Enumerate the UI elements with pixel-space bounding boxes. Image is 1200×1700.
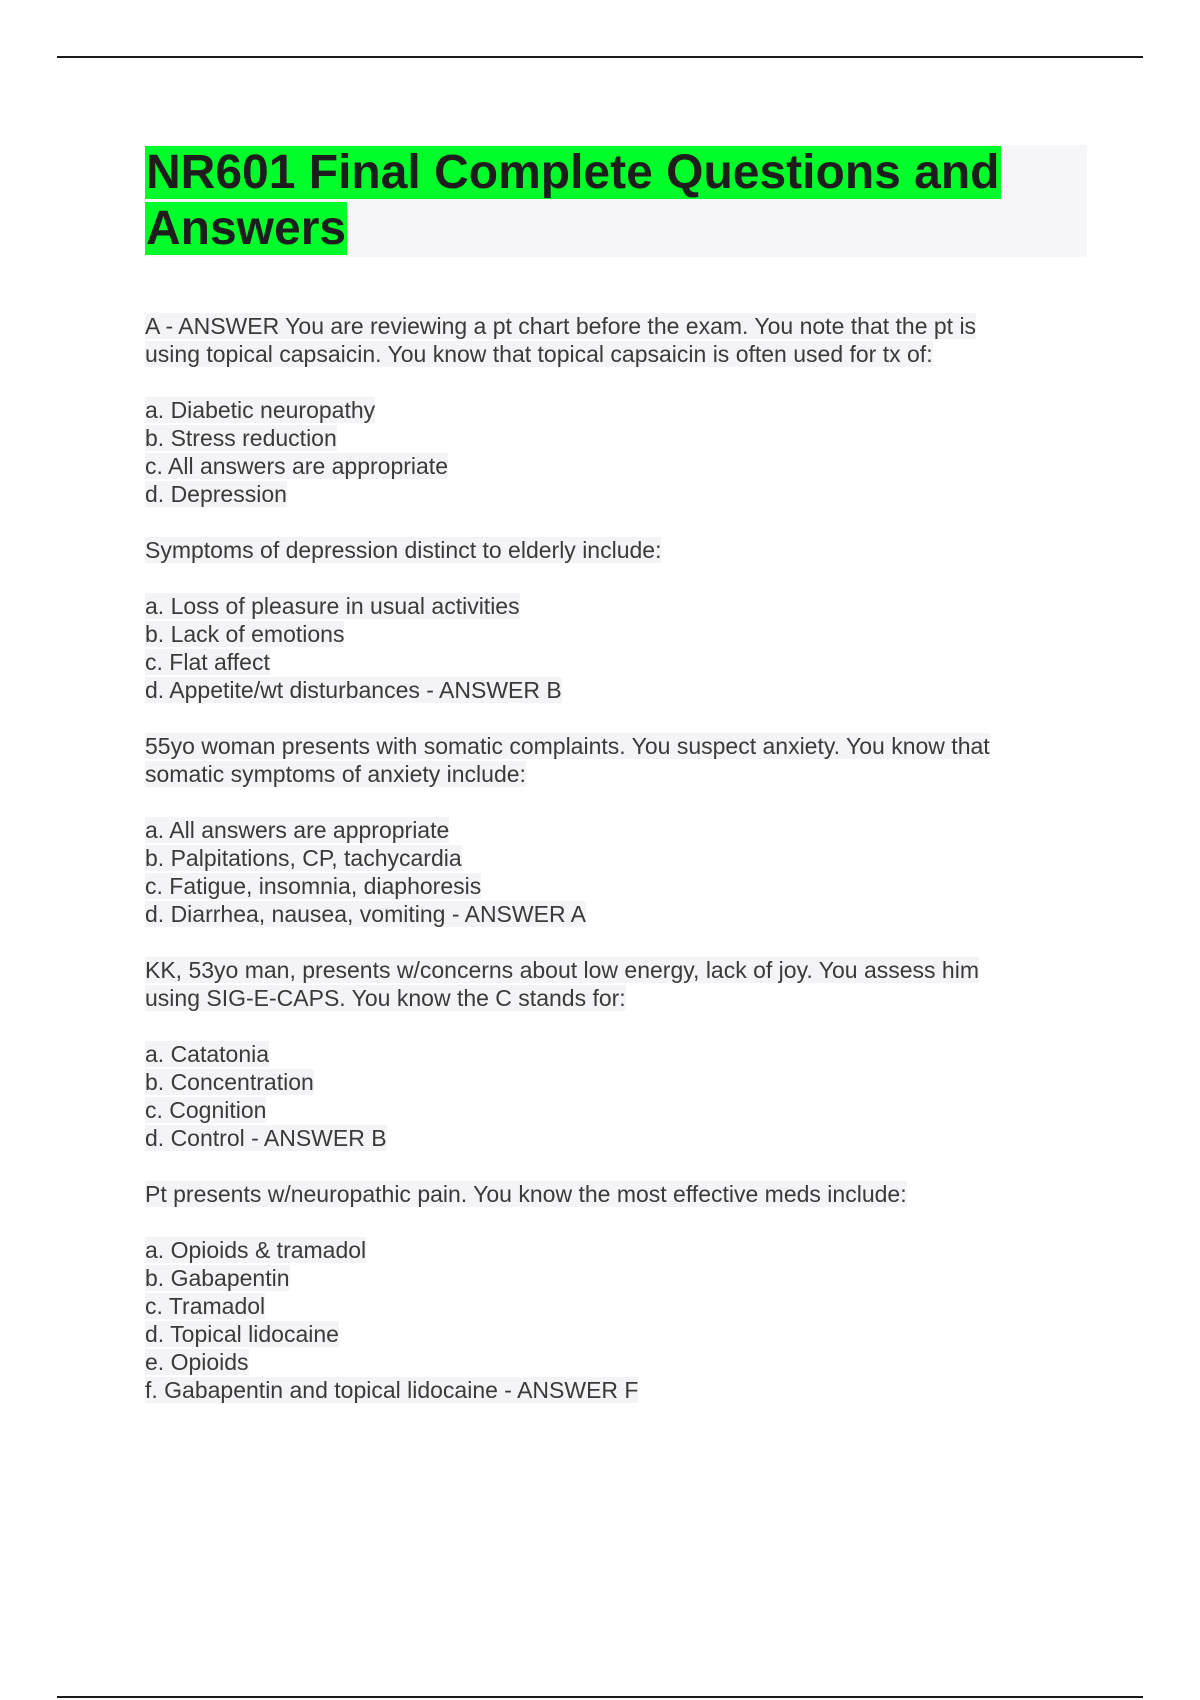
- title-block: [145, 145, 1087, 257]
- text-line: [145, 1320, 1065, 1348]
- text-block: [145, 396, 1065, 508]
- text-line: [145, 592, 1065, 620]
- text-block: [145, 312, 1065, 368]
- text-block: [145, 1236, 1065, 1404]
- text-line-content: using SIG-E-CAPS. You know the C stands for:: [145, 985, 626, 1011]
- text-line-content: a. All answers are appropriate: [145, 817, 450, 843]
- text-line-content: a. Catatonia: [145, 1041, 270, 1067]
- text-line-content: Pt presents w/neuropathic pain. You know the most effective meds include:: [145, 1181, 907, 1207]
- text-line: [145, 1040, 1065, 1068]
- text-line-content: d. Control - ANSWER B: [145, 1125, 387, 1151]
- text-line-content: a. Opioids & tramadol: [145, 1237, 367, 1263]
- text-line-content: d. Diarrhea, nausea, vomiting - ANSWER A: [145, 901, 587, 927]
- text-line: [145, 312, 1065, 340]
- text-line-content: b. Stress reduction: [145, 425, 337, 451]
- text-block: [145, 1180, 1065, 1208]
- text-line-content: d. Topical lidocaine: [145, 1321, 339, 1347]
- text-block: [145, 592, 1065, 704]
- text-line-content: d. Appetite/wt disturbances - ANSWER B: [145, 677, 562, 703]
- text-line-content: KK, 53yo man, presents w/concerns about low energy, lack of joy. You assess him: [145, 957, 979, 983]
- text-line-content: c. All answers are appropriate: [145, 453, 448, 479]
- text-block: [145, 1040, 1065, 1152]
- text-line-content: b. Gabapentin: [145, 1265, 290, 1291]
- text-line: [145, 452, 1065, 480]
- text-line-content: A - ANSWER You are reviewing a pt chart before the exam. You note that the pt is: [145, 313, 977, 339]
- text-line: [145, 1264, 1065, 1292]
- text-block: [145, 816, 1065, 928]
- text-line: [145, 536, 1065, 564]
- text-line-content: e. Opioids: [145, 1349, 249, 1375]
- text-line-content: Symptoms of depression distinct to elderly include:: [145, 537, 662, 563]
- text-line-content: b. Concentration: [145, 1069, 314, 1095]
- text-line-content: b. Lack of emotions: [145, 621, 345, 647]
- text-line-content: f. Gabapentin and topical lidocaine - ANSWER F: [145, 1377, 639, 1403]
- text-line: [145, 844, 1065, 872]
- text-line: [145, 1292, 1065, 1320]
- text-line: [145, 732, 1065, 760]
- text-line: [145, 900, 1065, 928]
- text-line-content: a. Diabetic neuropathy: [145, 397, 376, 423]
- text-line: [145, 1068, 1065, 1096]
- document-title: [145, 145, 1087, 257]
- text-line: [145, 872, 1065, 900]
- text-line: [145, 620, 1065, 648]
- text-line: [145, 1376, 1065, 1404]
- text-line: [145, 956, 1065, 984]
- text-line: [145, 1096, 1065, 1124]
- text-line-content: c. Cognition: [145, 1097, 267, 1123]
- text-line-content: a. Loss of pleasure in usual activities: [145, 593, 520, 619]
- text-line-content: d. Depression: [145, 481, 287, 507]
- top-rule: [57, 56, 1143, 58]
- text-line: [145, 480, 1065, 508]
- text-line: [145, 760, 1065, 788]
- text-line: [145, 984, 1065, 1012]
- text-line: [145, 648, 1065, 676]
- text-line: [145, 1348, 1065, 1376]
- text-line: [145, 1180, 1065, 1208]
- text-line-content: b. Palpitations, CP, tachycardia: [145, 845, 462, 871]
- text-line: [145, 340, 1065, 368]
- text-block: [145, 536, 1065, 564]
- text-line: [145, 396, 1065, 424]
- text-line: [145, 1236, 1065, 1264]
- text-line-content: c. Fatigue, insomnia, diaphoresis: [145, 873, 482, 899]
- document-title-line-1: NR601 Final Complete Questions and: [146, 146, 1000, 199]
- text-line-content: somatic symptoms of anxiety include:: [145, 761, 526, 787]
- bottom-rule: [57, 1696, 1143, 1698]
- document-body: [145, 312, 1065, 1432]
- text-line: [145, 1124, 1065, 1152]
- text-block: [145, 732, 1065, 788]
- text-line: [145, 676, 1065, 704]
- document-title-line-2: Answers: [146, 202, 347, 255]
- text-line: [145, 424, 1065, 452]
- text-line: [145, 816, 1065, 844]
- text-line-content: c. Flat affect: [145, 649, 270, 675]
- text-block: [145, 956, 1065, 1012]
- text-line-content: 55yo woman presents with somatic complaints. You suspect anxiety. You know that: [145, 733, 990, 759]
- text-line-content: using topical capsaicin. You know that topical capsaicin is often used for tx of:: [145, 341, 933, 367]
- text-line-content: c. Tramadol: [145, 1293, 266, 1319]
